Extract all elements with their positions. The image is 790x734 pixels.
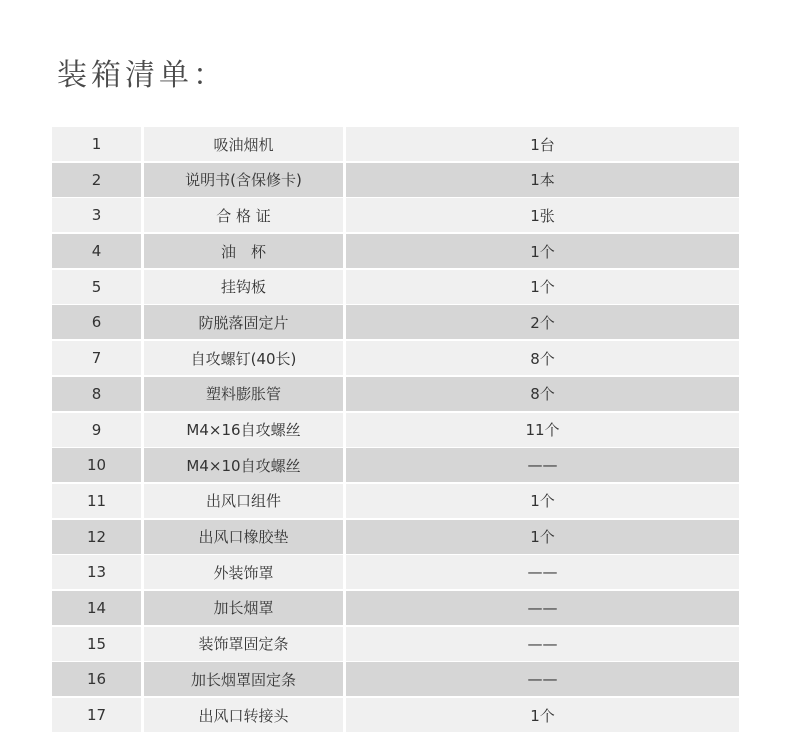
item-quantity: 1台 [346,127,739,161]
item-name: 塑料膨胀管 [144,377,343,411]
table-row [52,413,739,447]
item-number: 12 [52,520,141,554]
item-quantity: —— [346,448,739,482]
item-number: 9 [52,413,141,447]
item-number: 16 [52,662,141,696]
item-name: 加长烟罩 [144,591,343,625]
item-number: 1 [52,127,141,161]
item-quantity: —— [346,627,739,661]
item-quantity: 1个 [346,520,739,554]
item-name: 挂钩板 [144,270,343,304]
page-title: 装箱清单： [57,58,227,93]
table-row [52,698,739,732]
item-name: 出风口组件 [144,484,343,518]
table-row [52,555,739,589]
table-row [52,591,739,625]
item-name: 说明书(含保修卡) [144,163,343,197]
item-number: 6 [52,305,141,339]
item-name: 自攻螺钉(40长) [144,341,343,375]
item-quantity: 2个 [346,305,739,339]
item-name: 吸油烟机 [144,127,343,161]
item-quantity: 1个 [346,270,739,304]
table-row [52,270,739,304]
item-quantity: 1个 [346,234,739,268]
item-number: 15 [52,627,141,661]
item-number: 14 [52,591,141,625]
table-row [52,627,739,661]
item-quantity: 8个 [346,341,739,375]
item-quantity: 1个 [346,484,739,518]
item-number: 3 [52,198,141,232]
item-name: 外装饰罩 [144,555,343,589]
item-number: 7 [52,341,141,375]
item-name: 出风口转接头 [144,698,343,732]
table-row [52,305,739,339]
item-name: 加长烟罩固定条 [144,662,343,696]
item-name: 油 杯 [144,234,343,268]
item-number: 10 [52,448,141,482]
packing-list-table [52,127,739,734]
table-row [52,484,739,518]
table-row [52,341,739,375]
table-row [52,520,739,554]
table-row [52,234,739,268]
item-name: 装饰罩固定条 [144,627,343,661]
item-number: 2 [52,163,141,197]
item-name: 合 格 证 [144,198,343,232]
item-quantity: 8个 [346,377,739,411]
item-quantity: 11个 [346,413,739,447]
item-quantity: —— [346,555,739,589]
item-number: 8 [52,377,141,411]
item-number: 11 [52,484,141,518]
table-row [52,127,739,161]
item-name: 防脱落固定片 [144,305,343,339]
item-quantity: —— [346,662,739,696]
item-quantity: 1本 [346,163,739,197]
item-name: M4×16自攻螺丝 [144,413,343,447]
item-name: M4×10自攻螺丝 [144,448,343,482]
table-row [52,662,739,696]
item-number: 5 [52,270,141,304]
item-quantity: —— [346,591,739,625]
item-number: 17 [52,698,141,732]
table-row [52,198,739,232]
table-row [52,448,739,482]
item-quantity: 1张 [346,198,739,232]
item-quantity: 1个 [346,698,739,732]
item-name: 出风口橡胶垫 [144,520,343,554]
item-number: 4 [52,234,141,268]
item-number: 13 [52,555,141,589]
table-row [52,377,739,411]
table-row [52,163,739,197]
